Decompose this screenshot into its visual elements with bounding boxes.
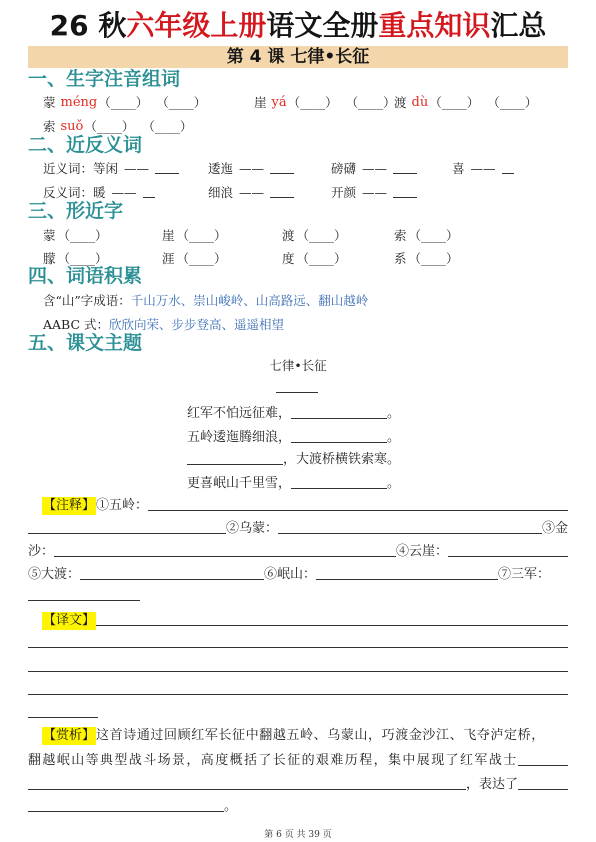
page-title bbox=[0, 8, 596, 44]
similar-char-item bbox=[43, 227, 108, 245]
appreciation-text: 这首诗通过回顾红军长征中翻越五岭、乌蒙山，巧渡金沙江、飞夺泸定桥， bbox=[96, 728, 545, 743]
answer-line bbox=[316, 579, 498, 580]
appreciation-row bbox=[28, 776, 568, 794]
similar-char-item bbox=[394, 227, 459, 245]
answer-line bbox=[28, 671, 568, 672]
idiom-label: 含“山”字成语： bbox=[43, 293, 131, 308]
answer-blank: （____） bbox=[176, 228, 227, 243]
synonym-word: 喜 bbox=[452, 161, 465, 176]
answer-blank: （____） bbox=[57, 228, 108, 243]
poem-punctuation: 。 bbox=[387, 476, 401, 491]
synonym-word: 逶迤 bbox=[208, 161, 234, 176]
answer-blank: （____） bbox=[57, 251, 108, 266]
notes-row bbox=[28, 520, 568, 538]
appreciation-text: ，表达了 bbox=[466, 777, 519, 792]
answer-blank: （____） bbox=[142, 119, 193, 134]
antonym-label: 反义词： bbox=[43, 185, 94, 200]
dash: —— bbox=[362, 185, 388, 200]
synonym-pair bbox=[43, 160, 179, 178]
answer-blank: （____） bbox=[487, 95, 538, 110]
character: 蒙 bbox=[43, 95, 56, 110]
character: 渡 bbox=[394, 95, 407, 110]
answer-line bbox=[448, 556, 568, 557]
pinyin: méng bbox=[60, 95, 98, 110]
answer-blank bbox=[393, 173, 417, 174]
answer-line bbox=[96, 625, 568, 626]
poem-blank bbox=[291, 442, 387, 443]
poem-text: 更喜岷山千里雪， bbox=[187, 476, 292, 491]
answer-blank bbox=[143, 197, 155, 198]
translation-tag: 【译文】 bbox=[43, 613, 96, 628]
character-item bbox=[43, 94, 214, 112]
poem-line bbox=[187, 451, 417, 469]
answer-blank bbox=[502, 173, 514, 174]
note-label: ③金 bbox=[541, 521, 568, 536]
idiom-row bbox=[43, 292, 368, 310]
appreciation-tag: 【赏析】 bbox=[43, 728, 96, 743]
character-item bbox=[254, 94, 404, 112]
synonym-pair bbox=[208, 160, 294, 178]
notes-row bbox=[28, 543, 568, 561]
notes-tag: 【注释】 bbox=[43, 498, 96, 513]
similar-char-item bbox=[394, 250, 459, 268]
poem-blank bbox=[291, 418, 387, 419]
notes-row bbox=[42, 497, 568, 515]
poem-text: ，大渡桥横铁索寒。 bbox=[283, 452, 401, 467]
similar-char-item bbox=[162, 227, 227, 245]
poem-blank bbox=[291, 488, 387, 489]
answer-blank bbox=[270, 197, 294, 198]
note-label: ⑤大渡： bbox=[28, 567, 81, 582]
answer-line bbox=[28, 811, 224, 812]
dash: —— bbox=[124, 161, 150, 176]
poem-line bbox=[187, 405, 417, 423]
antonym-word: 细浪 bbox=[208, 185, 234, 200]
answer-blank: （____） bbox=[296, 251, 347, 266]
section-heading-similar-characters: 三、形近字 bbox=[28, 200, 124, 222]
answer-blank bbox=[270, 173, 294, 174]
poem-blank bbox=[187, 464, 283, 465]
section-heading-vocabulary: 四、词语积累 bbox=[28, 265, 143, 287]
note-label: ④云崖： bbox=[396, 544, 449, 559]
antonym-pair bbox=[331, 184, 417, 202]
answer-line bbox=[278, 533, 542, 534]
answer-blank: （____） bbox=[408, 251, 459, 266]
title-part-highlight: 六年级上册 bbox=[126, 9, 267, 42]
antonym-pair bbox=[208, 184, 294, 202]
note-label: ⑥岷山： bbox=[264, 567, 317, 582]
character: 涯 bbox=[162, 251, 175, 266]
character: 崖 bbox=[162, 228, 175, 243]
synonym-word: 等闲 bbox=[93, 161, 119, 176]
answer-blank: （____） bbox=[84, 119, 135, 134]
dash: —— bbox=[362, 161, 388, 176]
character: 朦 bbox=[43, 251, 56, 266]
answer-line bbox=[28, 694, 568, 695]
answer-line bbox=[28, 789, 466, 790]
character-item bbox=[394, 94, 545, 112]
note-label: ②乌蒙： bbox=[226, 521, 279, 536]
answer-line bbox=[54, 556, 396, 557]
antonym-word: 暖 bbox=[93, 185, 106, 200]
answer-blank: （____） bbox=[345, 95, 396, 110]
note-label: ①五岭： bbox=[96, 498, 149, 513]
character: 系 bbox=[394, 251, 407, 266]
author-blank bbox=[276, 392, 318, 393]
character: 蒙 bbox=[43, 228, 56, 243]
answer-line bbox=[518, 789, 568, 790]
dash: —— bbox=[111, 185, 137, 200]
dash: —— bbox=[239, 185, 265, 200]
character: 度 bbox=[282, 251, 295, 266]
poem-title: 七律•长征 bbox=[269, 358, 327, 373]
appreciation-row bbox=[28, 752, 568, 770]
answer-blank: （____） bbox=[176, 251, 227, 266]
answer-line bbox=[518, 765, 568, 766]
answer-blank: （____） bbox=[408, 228, 459, 243]
note-label: ⑦三军： bbox=[498, 567, 551, 582]
answer-line bbox=[148, 510, 568, 511]
appreciation-text: 翻越岷山等典型战斗场景，高度概括了长征的艰难历程，集中展现了红军战士 bbox=[28, 753, 518, 768]
pinyin: suǒ bbox=[60, 119, 84, 134]
idiom-label: AABC 式： bbox=[43, 317, 110, 332]
similar-char-item bbox=[282, 227, 347, 245]
answer-blank: （____） bbox=[287, 95, 338, 110]
poem-punctuation: 。 bbox=[387, 406, 401, 421]
pinyin: yá bbox=[271, 95, 287, 110]
poem-line bbox=[187, 429, 417, 447]
appreciation-row bbox=[28, 798, 568, 816]
lesson-title: 第 4 课 七律•长征 bbox=[226, 47, 370, 67]
idiom-list: 千山万水、崇山峻岭、山高路远、翻山越岭 bbox=[130, 293, 369, 308]
answer-blank: （____） bbox=[429, 95, 480, 110]
synonym-pair bbox=[331, 160, 417, 178]
answer-line bbox=[28, 717, 98, 718]
section-heading-lesson-theme: 五、课文主题 bbox=[28, 332, 143, 354]
poem-punctuation: 。 bbox=[387, 430, 401, 445]
poem-text: 五岭逶迤腾细浪， bbox=[187, 430, 292, 445]
character: 索 bbox=[394, 228, 407, 243]
poem-text: 红军不怕远征难， bbox=[187, 406, 292, 421]
answer-line bbox=[28, 600, 140, 601]
antonym-word: 开颜 bbox=[331, 185, 357, 200]
synonym-word: 磅礴 bbox=[331, 161, 357, 176]
translation-row bbox=[42, 612, 568, 630]
answer-blank bbox=[393, 197, 417, 198]
title-part: 语文全册 bbox=[266, 9, 379, 42]
similar-char-item bbox=[282, 250, 347, 268]
dash: —— bbox=[470, 161, 496, 176]
similar-char-item bbox=[162, 250, 227, 268]
character: 索 bbox=[43, 119, 56, 134]
section-heading-synonyms-antonyms: 二、近反义词 bbox=[28, 134, 143, 156]
page-footer: 第 6 页 共 39 页 bbox=[264, 830, 332, 840]
appreciation-row bbox=[42, 727, 568, 745]
answer-blank: （____） bbox=[98, 95, 149, 110]
answer-blank: （____） bbox=[156, 95, 207, 110]
notes-row bbox=[28, 566, 568, 584]
synonym-pair bbox=[452, 160, 514, 178]
title-part: 汇总 bbox=[490, 9, 547, 42]
answer-blank: （____） bbox=[296, 228, 347, 243]
appreciation-text: 。 bbox=[224, 799, 238, 814]
answer-line bbox=[28, 533, 226, 534]
pinyin: dù bbox=[411, 95, 429, 110]
note-label: 沙： bbox=[28, 544, 55, 559]
answer-blank bbox=[155, 173, 179, 174]
synonym-label: 近义词： bbox=[43, 161, 94, 176]
title-part: 26 秋 bbox=[49, 9, 127, 42]
answer-line bbox=[80, 579, 264, 580]
character: 渡 bbox=[282, 228, 295, 243]
dash: —— bbox=[239, 161, 265, 176]
poem-line bbox=[187, 475, 417, 493]
section-heading-characters: 一、生字注音组词 bbox=[28, 68, 181, 90]
character: 崖 bbox=[254, 95, 267, 110]
title-part-highlight: 重点知识 bbox=[378, 9, 491, 42]
answer-line bbox=[28, 647, 568, 648]
idiom-list: 欣欣向荣、步步登高、遥遥相望 bbox=[109, 317, 285, 332]
lesson-header-bar bbox=[28, 46, 568, 68]
